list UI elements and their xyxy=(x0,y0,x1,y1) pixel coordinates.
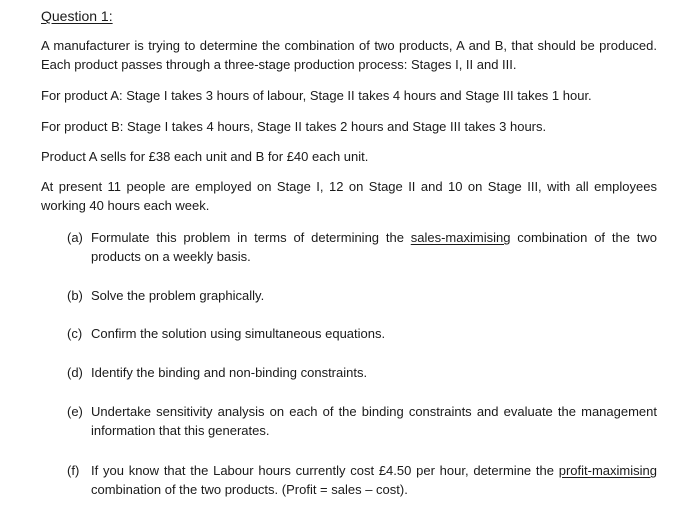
part-text: If you know that the Labour hours currently cost £4.50 per hour, determine the profit-maximising combination of the two products. (Profit = sales – cost). xyxy=(91,463,657,497)
part-label: (a) xyxy=(67,230,83,245)
emphasis-text: sales-maximising xyxy=(410,230,511,245)
part-label: (b) xyxy=(67,288,83,303)
product-a-paragraph: For product A: Stage I takes 3 hours of labour, Stage II takes 4 hours and Stage III takes 1 hour. xyxy=(41,88,592,103)
part-text: Confirm the solution using simultaneous equations. xyxy=(91,326,386,341)
part-e xyxy=(67,402,657,440)
prices-paragraph: Product A sells for £38 each unit and B for £40 each unit. xyxy=(41,149,369,164)
part-label: (e) xyxy=(67,404,83,419)
part-label: (d) xyxy=(67,365,83,380)
part-text: Undertake sensitivity analysis on each of the binding constraints and evaluate the management information that this generates. xyxy=(91,404,657,438)
part-text: Identify the binding and non-binding constraints. xyxy=(91,365,368,380)
staff-paragraph: At present 11 people are employed on Stage I, 12 on Stage II and 10 on Stage III, with all employees working 40 hours each week. xyxy=(41,179,657,213)
product-b-paragraph: For product B: Stage I takes 4 hours, Stage II takes 2 hours and Stage III takes 3 hours. xyxy=(41,119,547,134)
part-a xyxy=(67,228,657,266)
question-title: Question 1: xyxy=(41,8,113,24)
part-f xyxy=(67,461,657,499)
intro-paragraph: A manufacturer is trying to determine the combination of two products, A and B, that should be produced. Each product passes through a three-stage production process: Stages I, II and III. xyxy=(41,38,657,72)
emphasis-text: profit-maximising xyxy=(558,463,657,478)
part-text: Solve the problem graphically. xyxy=(91,288,265,303)
part-label: (c) xyxy=(67,326,83,341)
part-d xyxy=(67,363,657,382)
part-b xyxy=(67,286,657,305)
part-text: Formulate this problem in terms of determining the sales-maximising combination of the two products on a weekly basis. xyxy=(91,230,657,264)
part-label: (f) xyxy=(67,463,80,478)
part-c xyxy=(67,324,657,343)
